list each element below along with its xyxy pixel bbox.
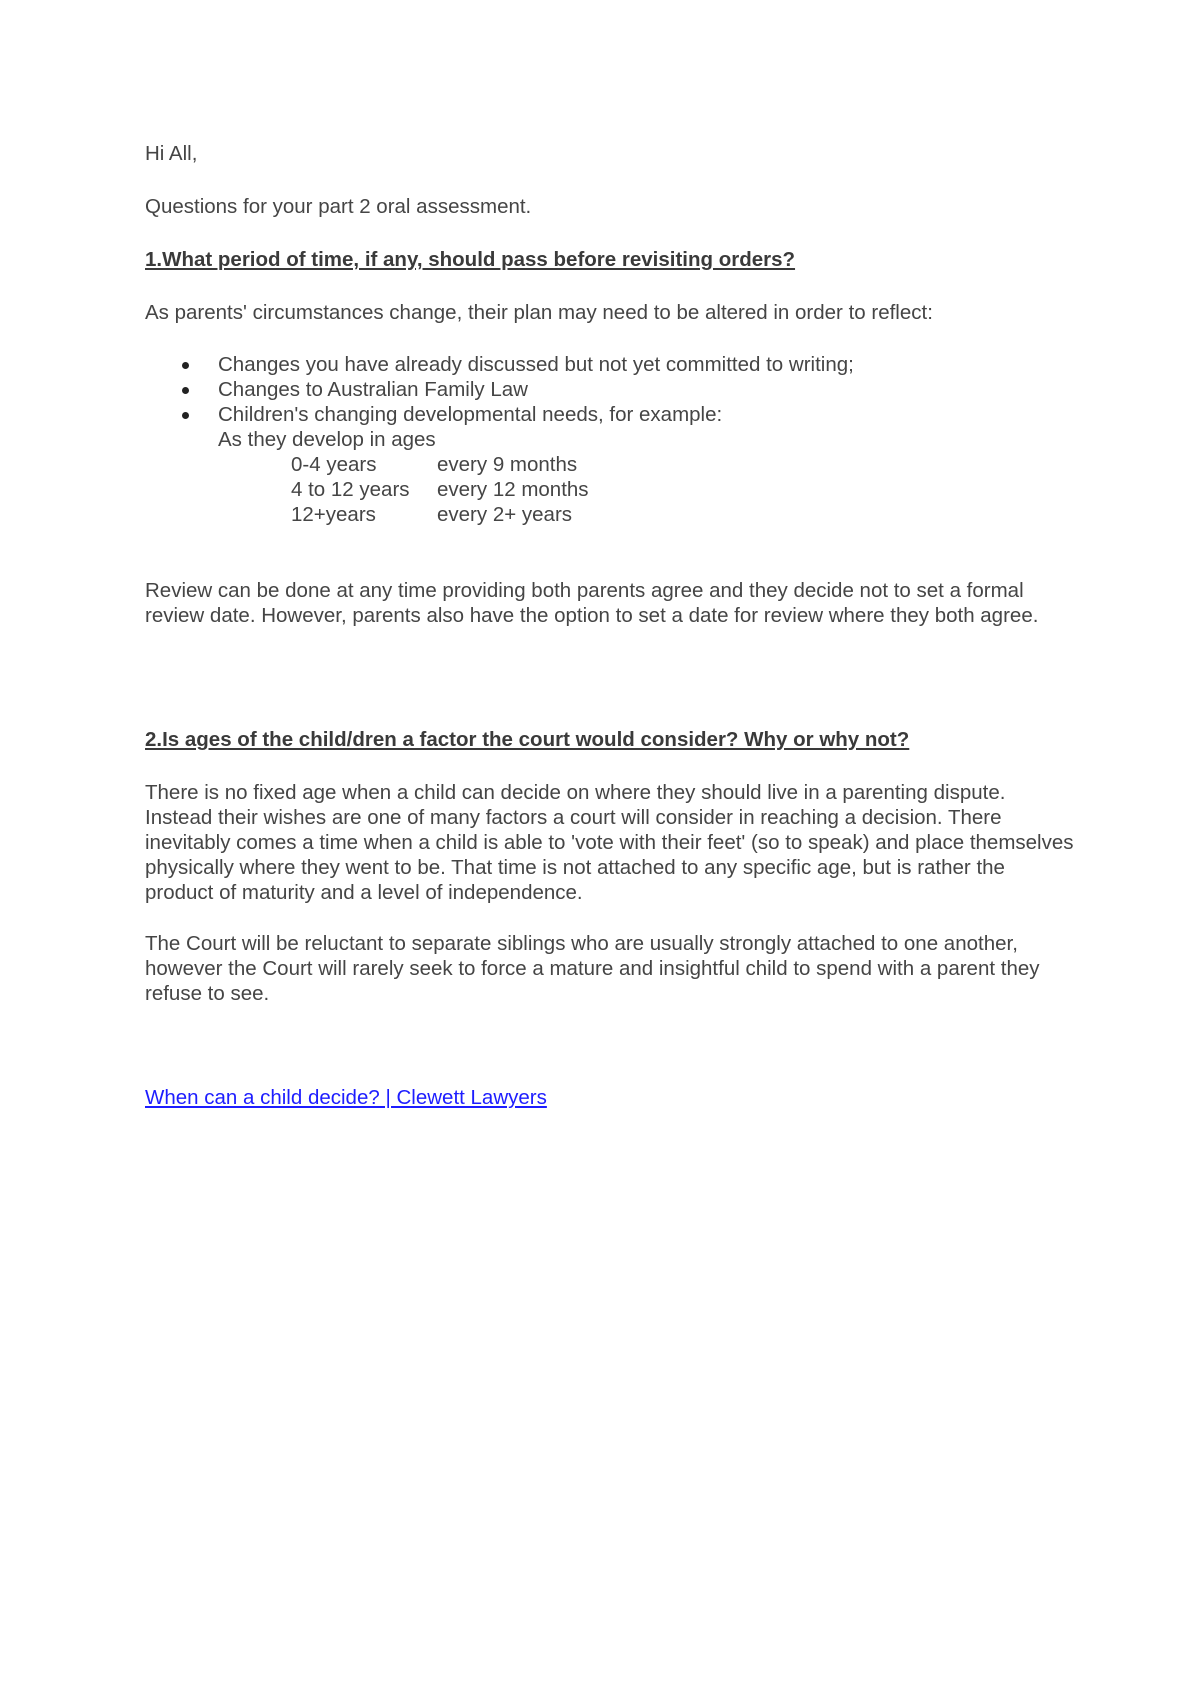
age-review-schedule [291,452,589,527]
reference-link-container [145,1085,1075,1110]
table-row [291,452,589,477]
bullet-icon [182,362,189,369]
list-item [145,402,1075,427]
age-schedule-intro: As they develop in ages [218,428,436,451]
review-cell: every 2+ years [437,503,573,526]
age-cell: 4 to 12 years [291,478,410,501]
review-note: Review can be done at any time providing both parents agree and they decide not to set a formal review date. However, parents also have the option to set a date for review where they both agree. [145,579,1039,627]
question1-lead: As parents' circumstances change, their plan may need to be altered in order to reflect: [145,301,933,324]
bullet-icon [182,387,189,394]
table-row [291,502,589,527]
question2-heading: 2.Is ages of the child/dren a factor the court would consider? Why or why not? [145,728,910,751]
question2-paragraph-1: There is no fixed age when a child can decide on where they should live in a parenting dispute. Instead their wishes are one of many factors a court will consider in reaching a decision. There inevitably comes a time when a child is able to 'vote with their feet' (so to speak) and place themselves physically where they went to be. That time is not attached to any specific age, but is rather the product of maturity and a level of independence. [145,781,1074,904]
list-item [145,377,1075,402]
question2-paragraph-2: The Court will be reluctant to separate siblings who are usually strongly attached to one another, however the Court will rarely seek to force a mature and insightful child to spend with a parent they refuse to see. [145,932,1040,1005]
table-row [291,477,589,502]
bullet-list [145,352,1075,427]
review-cell: every 12 months [437,478,589,501]
reference-link[interactable]: When can a child decide? | Clewett Lawyers [145,1086,547,1109]
age-cell: 12+years [291,503,376,526]
intro-text: Questions for your part 2 oral assessment. [145,195,532,218]
list-item-text: Changes to Australian Family Law [218,378,528,401]
list-item [145,352,1075,377]
bullet-icon [182,412,189,419]
review-cell: every 9 months [437,453,578,476]
list-item-text: Changes you have already discussed but not yet committed to writing; [218,353,854,376]
document-body [145,141,1075,1110]
greeting: Hi All, [145,142,198,165]
age-cell: 0-4 years [291,453,377,476]
list-item-text: Children's changing developmental needs, for example: [218,403,723,426]
question1-heading: 1.What period of time, if any, should pass before revisiting orders? [145,248,796,271]
